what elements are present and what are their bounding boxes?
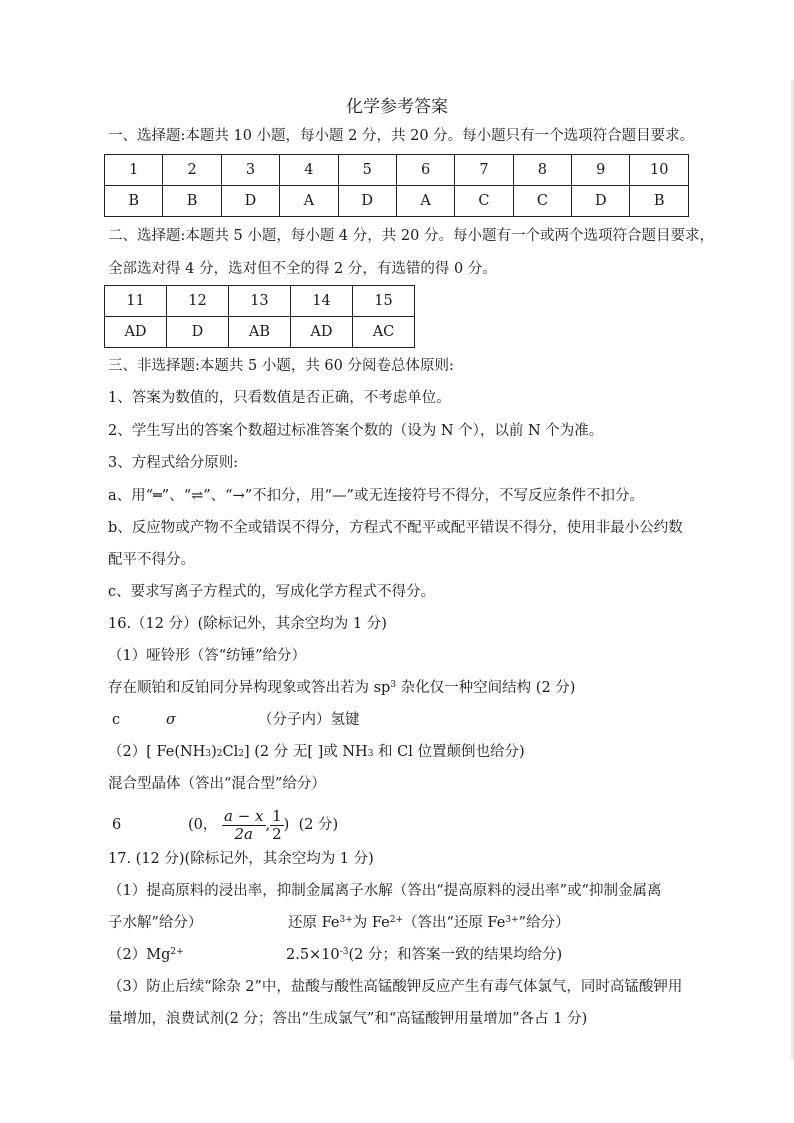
text: ] (2 分 无[ ]或 NH <box>243 744 368 760</box>
q17-part1-b <box>288 913 570 933</box>
text: (0， <box>188 817 218 833</box>
table-cell: 12 <box>167 286 229 317</box>
q17-part3-line2: 量增加，浪费试剂(2 分；答出“生成氯气”和“高锰酸钾用量增加”各占 1 分) <box>108 1011 588 1027</box>
denominator: 2a <box>234 824 253 843</box>
table-cell: 14 <box>290 286 352 317</box>
table-cell: 11 <box>105 286 167 317</box>
q16-header: 16.（12 分）(除标记外，其余空均为 1 分) <box>108 616 387 632</box>
q16-answer-hbond: （分子内）氢键 <box>258 712 360 728</box>
table-cell: 15 <box>352 286 414 317</box>
fraction <box>222 808 266 843</box>
q16-part1: （1）哑铃形（答“纺锤”给分） <box>108 648 307 664</box>
text: （答出“还原 Fe <box>403 915 506 931</box>
rule-2: 2、学生写出的答案个数超过标准答案个数的（设为 N 个），以前 N 个为准。 <box>108 423 604 439</box>
table-cell: 4 <box>280 155 338 186</box>
q17-header: 17. (12 分)(除标记外，其余空均为 1 分) <box>108 851 374 867</box>
q17-part2 <box>108 945 184 965</box>
numerator: 1 <box>272 806 282 825</box>
superscript: 2+ <box>170 947 184 957</box>
table-cell: D <box>221 186 279 217</box>
text: （2）[ Fe(NH <box>108 744 206 760</box>
table-cell: B <box>630 186 689 217</box>
q16-answer-6: 6 <box>112 817 122 833</box>
text: 2.5×10 <box>286 947 340 963</box>
section3-heading: 三、非选择题:本题共 5 小题，共 60 分阅卷总体原则: <box>108 358 454 374</box>
table-cell: A <box>280 186 338 217</box>
q16-answer-sigma: σ <box>166 712 176 728</box>
table-cell: 8 <box>513 155 571 186</box>
table-row-numbers <box>105 286 415 317</box>
table-cell: 5 <box>338 155 396 186</box>
table-cell: A <box>396 186 454 217</box>
text: ”给分） <box>518 915 570 931</box>
table-cell: 7 <box>455 155 513 186</box>
q16-part2 <box>108 742 525 762</box>
superscript: 3+ <box>339 915 353 925</box>
rule-3a: a、用“═”、“⇌”、“→”不扣分，用“—”或无连接符号不得分，不写反应条件不扣分。 <box>108 488 644 504</box>
text: (2 分；和答案一致的结果均给分) <box>348 947 563 963</box>
table-cell: D <box>167 317 229 348</box>
superscript: 3+ <box>505 915 519 925</box>
table-cell: 6 <box>396 155 454 186</box>
text: 存在顺铂和反铂同分异构现象或答出若为 sp <box>108 680 391 696</box>
table-cell: C <box>455 186 513 217</box>
q17-part3-line1: （3）防止后续“除杂 2”中，盐酸与酸性高锰酸钾反应产生有毒气体氯气，同时高锰酸钾用 <box>108 979 683 995</box>
text: , <box>265 817 271 833</box>
text: (2 分) <box>298 817 339 833</box>
section2-answer-table <box>104 285 415 348</box>
table-cell: B <box>163 186 221 217</box>
subscript: 2 <box>216 749 223 759</box>
subscript: 2 <box>238 749 244 759</box>
table-cell: AD <box>290 317 352 348</box>
text: ) <box>283 817 290 833</box>
denominator: 2 <box>272 824 282 843</box>
table-cell: 13 <box>228 286 290 317</box>
text: ) <box>211 744 217 760</box>
table-cell: 2 <box>163 155 221 186</box>
table-cell: 10 <box>630 155 689 186</box>
rule-3c: c、要求写离子方程式的，写成化学方程式不得分。 <box>108 584 436 600</box>
section2-heading-line1: 二、选择题:本题共 5 小题，每小题 4 分，共 20 分。每小题有一个或两个选项符合题目要求， <box>108 228 714 244</box>
q16-part1-b <box>108 678 575 698</box>
q16-answer-c: c <box>112 712 121 728</box>
table-cell: AB <box>228 317 290 348</box>
q16-part2-b: 混合型晶体（答出“混合型”给分） <box>108 776 326 792</box>
table-cell: 1 <box>105 155 163 186</box>
text: 和 Cl 位置颠倒也给分) <box>373 744 525 760</box>
subscript: 3 <box>205 749 212 759</box>
rule-1: 1、答案为数值的，只看数值是否正确，不考虑单位。 <box>108 390 451 406</box>
text: 为 Fe <box>352 915 390 931</box>
text: Cl <box>222 744 239 760</box>
superscript: 2+ <box>389 915 403 925</box>
table-cell: D <box>338 186 396 217</box>
section1-answer-table <box>104 154 689 217</box>
page-title: 化学参考答案 <box>346 97 448 117</box>
table-cell: B <box>105 186 163 217</box>
table-row-answers <box>105 317 415 348</box>
text: 杂化仅一种空间结构 (2 分) <box>396 680 576 696</box>
subscript: 3 <box>367 749 374 759</box>
table-cell: AD <box>105 317 167 348</box>
table-cell: 3 <box>221 155 279 186</box>
superscript: 3 <box>390 680 397 690</box>
section1-heading: 一、选择题:本题共 10 小题，每小题 2 分，共 20 分。每小题只有一个选项符合题目要求。 <box>108 128 695 144</box>
q16-coordinate <box>188 800 338 850</box>
table-cell: C <box>513 186 571 217</box>
fraction <box>270 808 284 843</box>
superscript: -3 <box>339 947 349 957</box>
table-cell: 9 <box>572 155 630 186</box>
rule-3: 3、方程式给分原则: <box>108 455 239 471</box>
numerator: a − x <box>224 806 264 825</box>
rule-3b-line2: 配平不得分。 <box>108 552 195 568</box>
table-row-answers <box>105 186 689 217</box>
q17-part2-value <box>286 945 562 965</box>
table-cell: AC <box>352 317 414 348</box>
section2-heading-line2: 全部选对得 4 分，选对但不全的得 2 分，有选错的得 0 分。 <box>108 261 497 277</box>
table-cell: D <box>572 186 630 217</box>
q17-part1-line2: 子水解”给分） <box>108 915 203 931</box>
q17-part1-line1: （1）提高原料的浸出率，抑制金属离子水解（答出“提高原料的浸出率”或“抑制金属离 <box>108 883 662 899</box>
text: （2）Mg <box>108 947 171 963</box>
text: 还原 Fe <box>288 915 340 931</box>
rule-3b-line1: b、反应物或产物不全或错误不得分，方程式不配平或配平错误不得分，使用非最小公约数 <box>108 520 683 536</box>
table-row-numbers <box>105 155 689 186</box>
